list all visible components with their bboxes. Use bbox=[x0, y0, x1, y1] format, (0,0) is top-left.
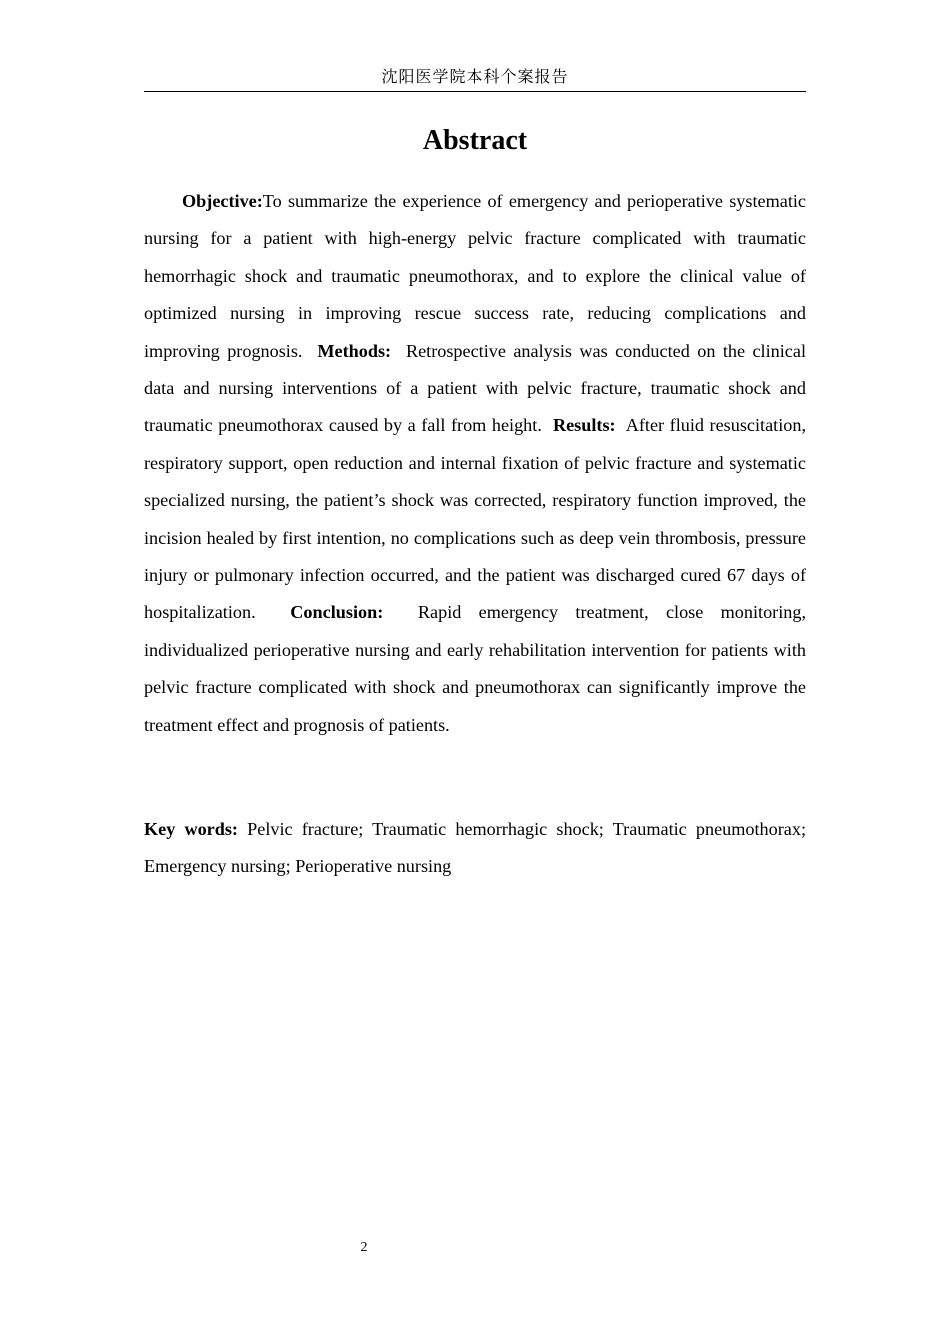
methods-label: Methods: bbox=[317, 340, 392, 361]
keywords-label: Key words: bbox=[144, 819, 238, 839]
objective-label: Objective: bbox=[182, 191, 263, 211]
header-rule bbox=[144, 91, 806, 92]
results-text: After fluid resuscitation, respiratory support, open reduction and internal fixation of pelvic fracture and systematic specialized nursing, the patient’s shock was corrected, respiratory function improved, the incision healed by first intention, no complications such as deep vein thrombosis, pressure injury or pulmonary infection occurred, and the patient was discharged cured 67 days of hospitalization. bbox=[144, 415, 806, 623]
methods-text: Retrospective analysis was conducted on the clinical data and nursing interventions of a patient with pelvic fracture, traumatic shock and traumatic pneumothorax caused by a fall from height. bbox=[144, 340, 807, 436]
keywords-paragraph bbox=[144, 811, 806, 886]
abstract-title: Abstract bbox=[422, 125, 528, 156]
objective-text: To summarize the experience of emergency and perioperative systematic nursing for a patient with high-energy pelvic fracture complicated with traumatic hemorrhagic shock and traumatic pneumothorax, and to explore the clinical value of optimized nursing in improving rescue success rate, reducing complications and improving prognosis. bbox=[144, 191, 806, 361]
keywords-text: Pelvic fracture; Traumatic hemorrhagic shock; Traumatic pneumothorax; Emergency nursing; Perioperative nursing bbox=[144, 819, 806, 877]
results-label: Results: bbox=[552, 415, 616, 436]
conclusion-text: Rapid emergency treatment, close monitoring, individualized perioperative nursing and early rehabilitation intervention for patients with pelvic fracture complicated with shock and pneumothorax can significantly improve the treatment effect and prognosis of patients. bbox=[144, 602, 807, 735]
conclusion-label: Conclusion: bbox=[290, 602, 384, 623]
running-header: 沈阳医学院本科个案报告 bbox=[381, 67, 569, 86]
abstract-paragraph bbox=[144, 183, 806, 744]
page-number: 2 bbox=[360, 1240, 368, 1255]
